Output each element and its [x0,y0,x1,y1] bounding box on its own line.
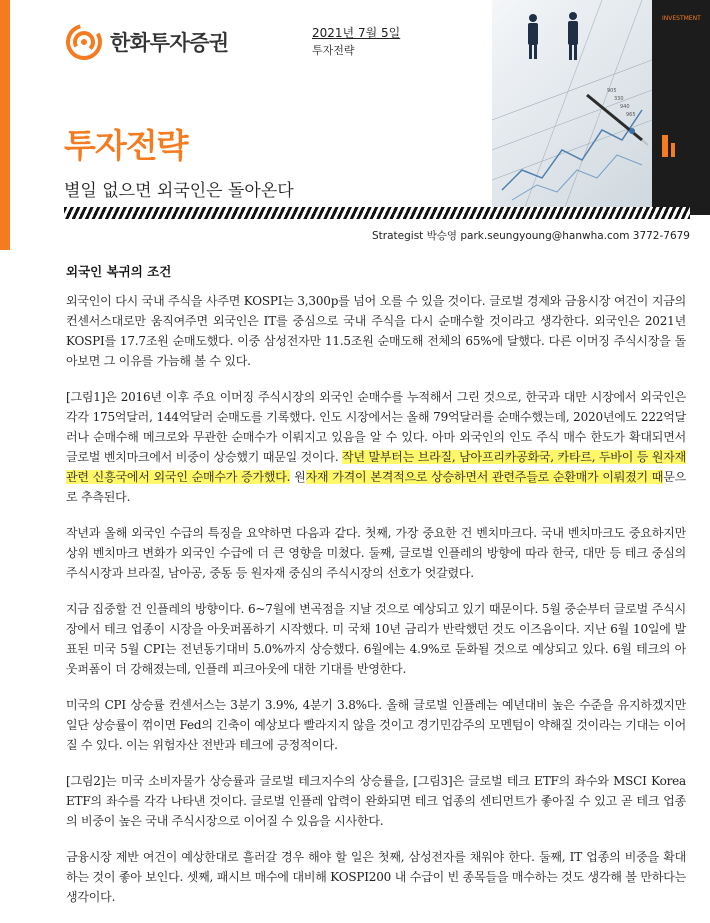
page-title: 투자전략 [64,126,188,165]
paragraph-text: [그림1]은 2016년 이후 주요 이머징 주식시장의 외국인 순매수를 누적해서 그린 것으로, 한국과 대만 시장에서 외국인은 각각 175억달러, 144억달러 순매도를 기록했다. 인도 시장에서는 올해 79억달러를 순매수했는데, 2020년에도 222억달러나 순매수해 메크로와 무관한 순매수가 이뤄지고 있음을 알 수 있다. 아마 외국인의 인도 주식 매수 한도가 확대되면서 글로벌 벤치마크에서 비중이 상승했기 때문일 것이다. [66,390,686,464]
paragraph: 외국인이 다시 국내 주식을 사주면 KOSPI는 3,300p를 넘어 오를 수 있을 것이다. 글로벌 경제와 금융시장 여건이 지금의 컨센서스대로만 움직여주면 외국인은 IT를 중심으로 국내 주식을 다시 순매수할 것이라고 생각한다. 외국인은 2021년 KOSPI를 17.7조원 순매도했다. 이중 삼성전자만 11.5조원 순매도해 전체의 65%에 달했다. 다른 이머징 주식시장을 돌아보면 그 이유를 가늠해 볼 수 있다. [66,294,686,368]
paragraph: 미국의 CPI 상승률 컨센서스는 3분기 3.9%, 4분기 3.8%다. 올해 글로벌 인플레는 예년대비 높은 수준을 유지하겠지만 일단 상승률이 꺾이면 Fed의 긴축이 예상보다 빨라지지 않을 것이고 경기민감주의 모멘텀이 약해질 것이라는 기대는 이어질 수 있다. 이는 위험자산 전반과 테크에 긍정적이다. [66,698,686,752]
paragraph-text: 원 [290,470,306,484]
brand-logo-icon [64,22,104,62]
svg-text:965: 965 [626,112,636,118]
author-line: Strategist 박승영 park.seungyoung@hanwha.com 3772-7679 [372,230,690,242]
highlighted-text: 자재 가격이 본격적으로 상승하면서 관련주들로 순환매가 이뤄졌기 때 [305,470,664,484]
brand-name: 한화투자증권 [110,31,229,55]
page-subtitle: 별일 없으면 외국인은 돌아온다 [64,181,294,201]
paragraph-text: 문으로 추측된다. [66,470,686,504]
hero-image [492,0,710,215]
report-category: 투자전략 [312,44,355,57]
hatch-divider [64,207,690,219]
highlighted-text: 작년 말부터는 브라질, 남아프리카공화국, 카타르, 두바이 등 원자재 관련 신흥국에서 외국인 순매수가 증가했다. [66,450,687,484]
paragraph [66,387,686,507]
svg-text:940: 940 [620,104,630,110]
section-title: 외국인 복귀의 조건 [66,264,172,279]
svg-text:905: 905 [607,88,617,94]
paragraph: 작년과 올해 외국인 수급의 특징을 요약하면 다음과 같다. 첫째, 가장 중요한 건 벤치마크다. 국내 벤치마크도 중요하지만 상위 벤치마크 변화가 외국인 수급에 더 큰 영향을 미쳤다. 둘째, 글로벌 인플레의 방향에 따라 한국, 대만 등 테크 중심의 주식시장과 브라질, 남아공, 중동 등 원자재 중심의 주식시장의 선호가 엇갈렸다. [66,526,686,580]
paragraph: 금융시장 제반 여건이 예상한대로 흘러갈 경우 해야 할 일은 첫째, 삼성전자를 채워야 한다. 둘째, IT 업종의 비중을 확대하는 것이 좋아 보인다. 셋째, 패시브 매수에 대비해 KOSPI200 내 수급이 빈 종목들을 매수하는 것도 생각해 볼 만하다는 생각이다. [66,850,686,904]
article-body [66,291,686,923]
paragraph: [그림2]는 미국 소비자물가 상승률과 글로벌 테크지수의 상승률을, [그림3]은 글로벌 테크 ETF의 좌수와 MSCI Korea ETF의 좌수를 각각 나타낸 것이다. 글로벌 인플레 압력이 완화되면 테크 업종의 센티먼트가 좋아질 수 있고 곧 테크 업종의 비중이 높은 국내 주식시장으로 이어질 수 있음을 시사한다. [66,774,686,828]
report-date: 2021년 7월 5일 [312,26,401,40]
svg-text:INVESTMENT: INVESTMENT [662,15,701,22]
svg-text:330: 330 [614,96,624,102]
brand-logo [64,22,229,62]
accent-bar [0,0,10,250]
paragraph: 지금 집중할 건 인플레의 방향이다. 6~7월에 변곡점을 지날 것으로 예상되고 있기 때문이다. 5월 중순부터 글로벌 주식시장에서 테크 업종이 시장을 아웃퍼폼하기 시작했다. 미 국채 10년 금리가 반락했던 것도 이즈음이다. 지난 6월 10일에 발표된 미국 5월 CPI는 전년동기대비 5.0%까지 상승했다. 6월에는 4.9%로 둔화될 것으로 예상되고 있다. 6월 테크의 아웃퍼폼이 더 강해졌는데, 인플레 피크아웃에 대한 기대를 반영한다. [66,602,686,676]
